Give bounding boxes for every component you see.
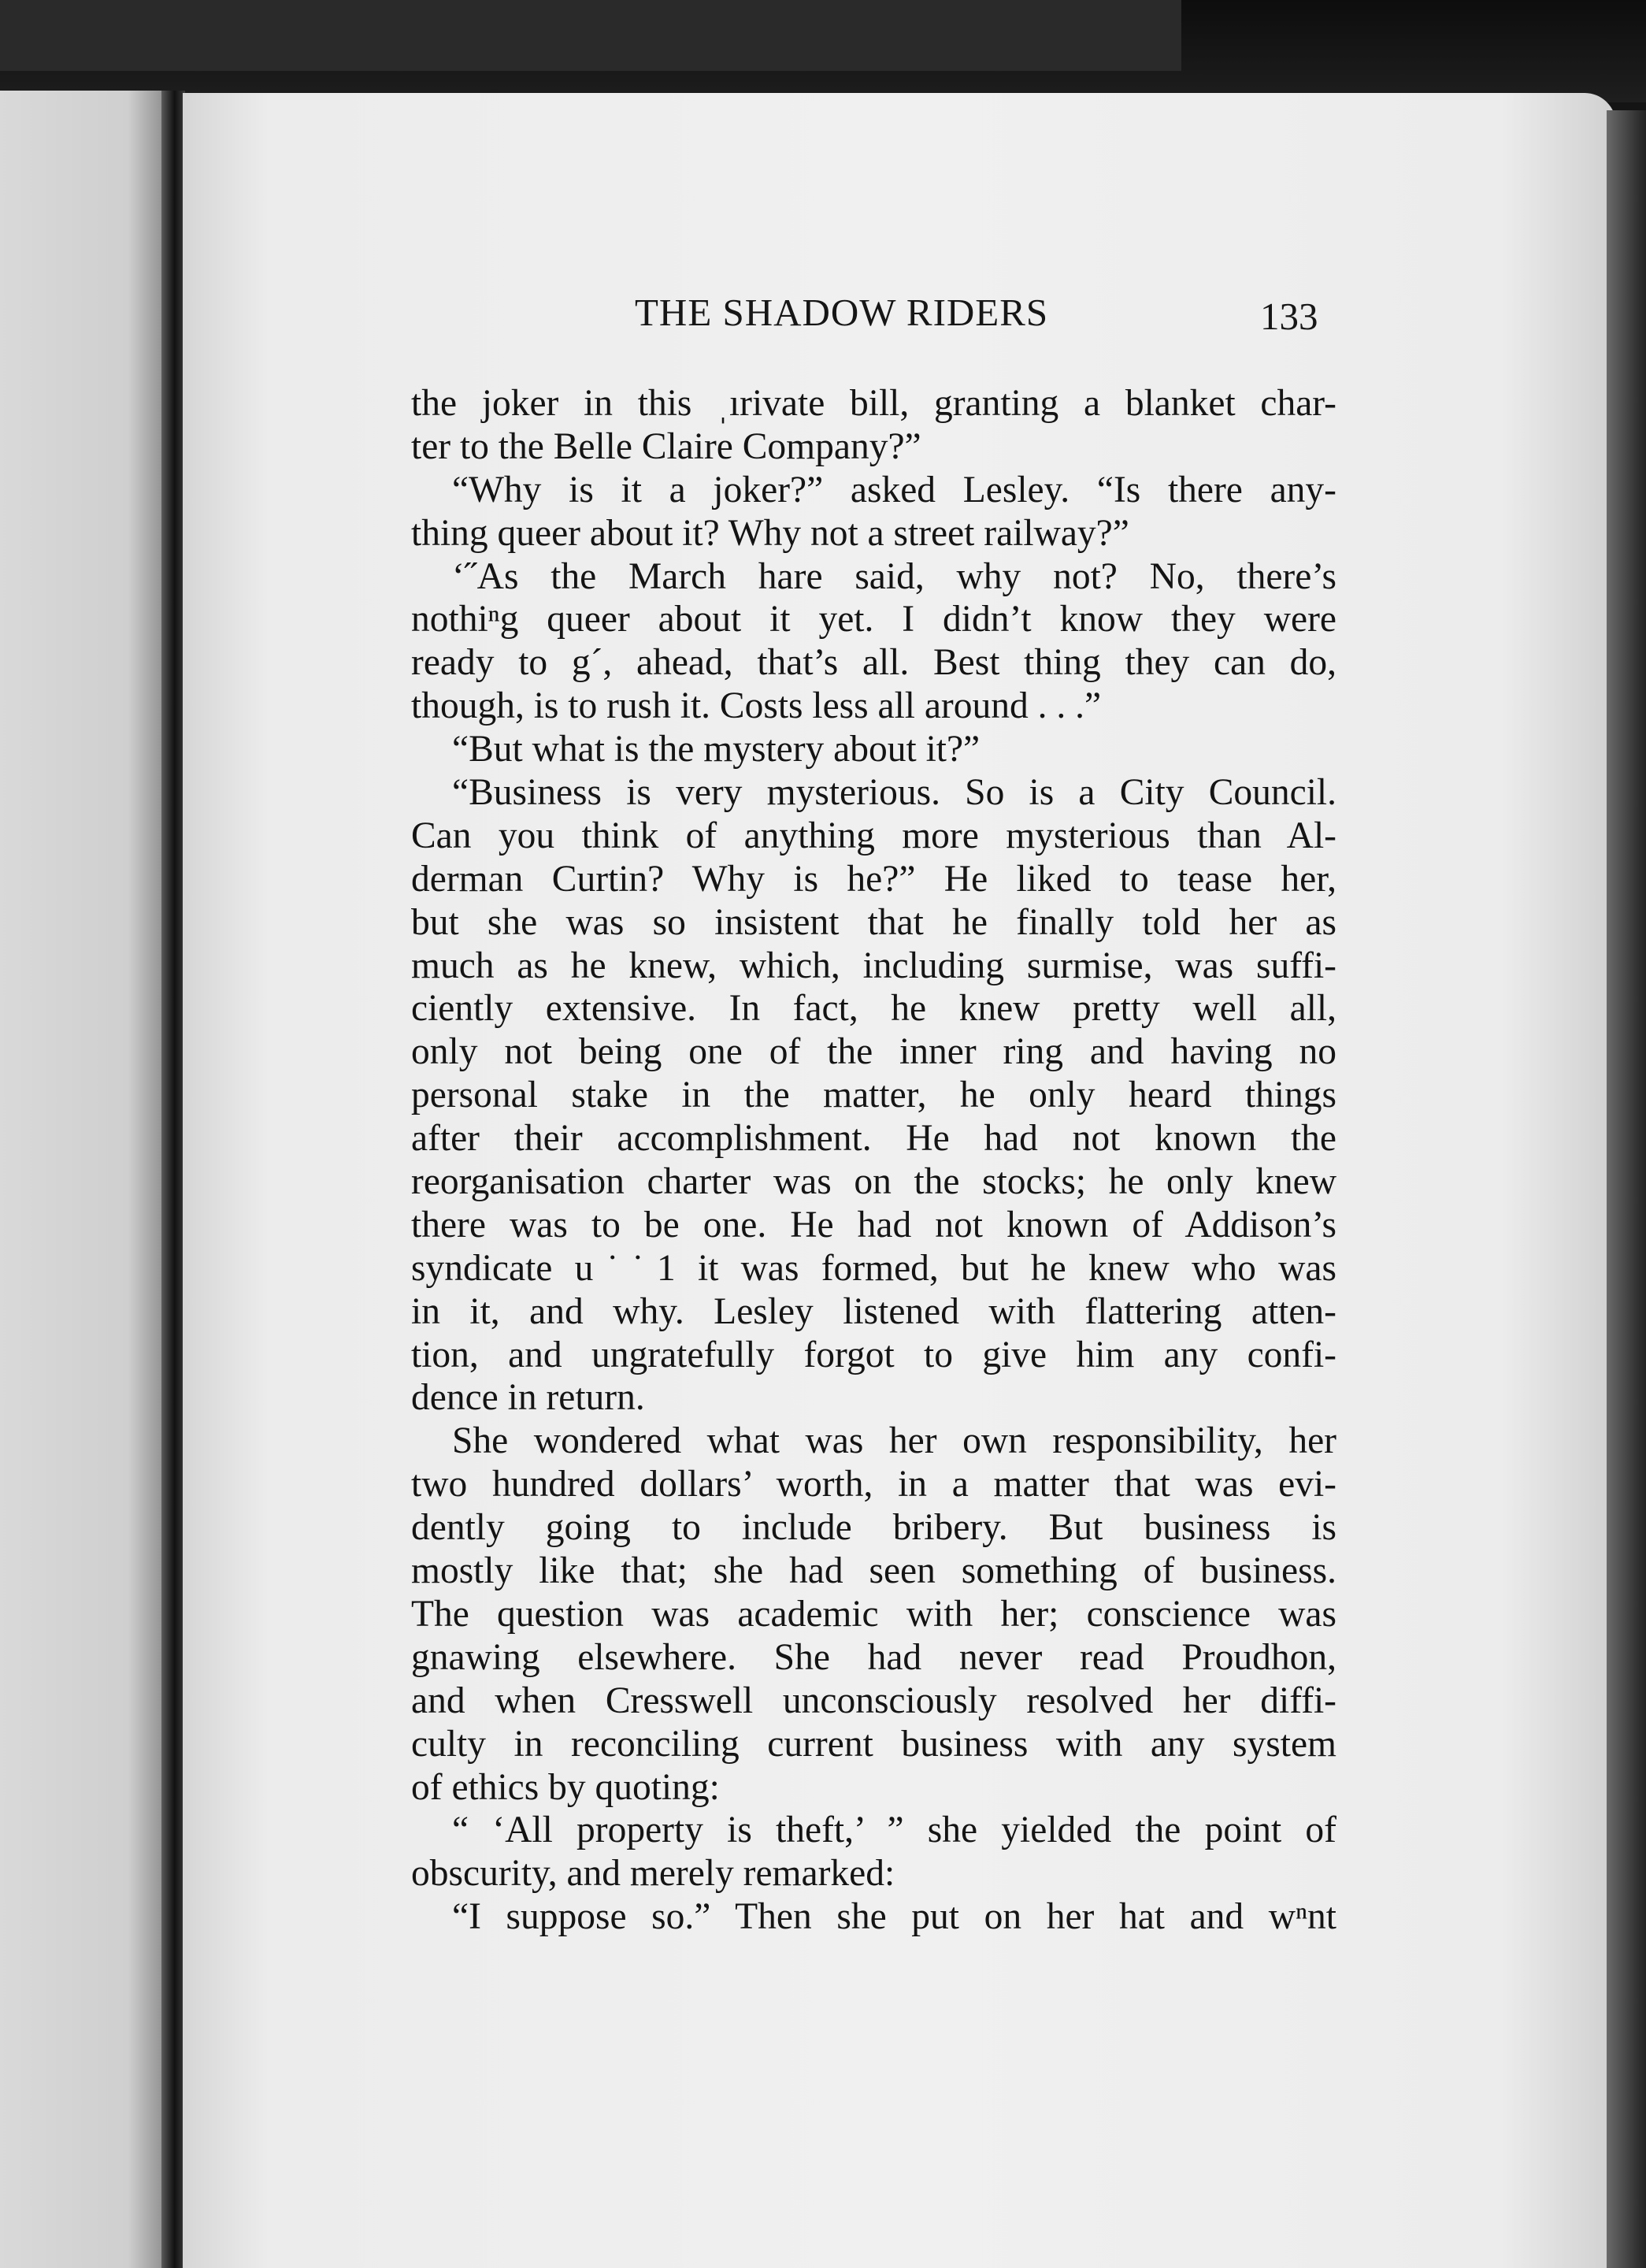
text-line: nothiⁿg queer about it yet. I didn’t know they were	[411, 599, 1336, 640]
text-line: “ ‘All property is theft,’ ” she yielded the point of	[452, 1810, 1336, 1851]
text-line: in it, and why. Lesley listened with flattering atten-	[411, 1290, 1336, 1332]
book-gutter	[161, 91, 185, 2268]
text-line: She wondered what was her own responsibility, her	[452, 1420, 1336, 1462]
text-line: but she was so insistent that he finally told her as	[411, 901, 1336, 943]
text-line: the joker in this ˌırivate bill, granting a blanket char-	[411, 383, 1336, 424]
text-line: there was to be one. He had not known of Addison’s	[411, 1204, 1336, 1245]
text-line: and when Cresswell unconsciously resolved her diffi-	[411, 1680, 1336, 1721]
text-line: ‘˝As the March hare said, why not? No, there’s	[452, 555, 1336, 597]
text-line: Can you think of anything more mysterious than Al-	[411, 815, 1336, 856]
text-line: only not being one of the inner ring and having no	[411, 1031, 1336, 1073]
text-line: much as he knew, which, including surmise, was suffi-	[411, 945, 1336, 986]
text-line: ter to the Belle Claire Company?”	[411, 425, 921, 467]
text-line: “I suppose so.” Then she put on her hat and wⁿnt	[452, 1896, 1336, 1938]
text-line: mostly like that; she had seen something of business.	[411, 1550, 1336, 1592]
text-line: though, is to rush it. Costs less all around . . .”	[411, 685, 1102, 727]
text-line: The question was academic with her; conscience was	[411, 1593, 1336, 1635]
text-line: syndicate u˙˙1 it was formed, but he knew who was	[411, 1247, 1336, 1289]
text-line: derman Curtin? Why is he?” He liked to tease her,	[411, 858, 1336, 900]
text-line: ready to g´, ahead, that’s all. Best thing they can do,	[411, 642, 1336, 684]
text-line: thing queer about it? Why not a street railway?”	[411, 512, 1129, 554]
text-line: reorganisation charter was on the stocks; he only knew	[411, 1161, 1336, 1203]
text-line: “Why is it a joker?” asked Lesley. “Is there any-	[452, 469, 1336, 510]
facing-page-edge	[0, 91, 183, 2268]
text-line: “Business is very mysterious. So is a City Council.	[452, 772, 1336, 814]
text-line: dently going to include bribery. But business is	[411, 1507, 1336, 1549]
text-line: “But what is the mystery about it?”	[452, 729, 981, 770]
text-line: of ethics by quoting:	[411, 1766, 720, 1808]
text-line: two hundred dollars’ worth, in a matter that was evi-	[411, 1464, 1336, 1505]
text-line: personal stake in the matter, he only heard things	[411, 1075, 1336, 1116]
text-line: obscurity, and merely remarked:	[411, 1853, 895, 1895]
body-text	[411, 382, 1336, 1939]
page-number: 133	[1260, 295, 1318, 338]
text-line: culty in reconciling current business with any system	[411, 1723, 1336, 1765]
page-fore-edge	[1607, 110, 1646, 2268]
text-line: dence in return.	[411, 1377, 645, 1419]
running-head: THE SHADOW RIDERS	[635, 291, 1049, 334]
text-line: after their accomplishment. He had not known the	[411, 1118, 1336, 1160]
text-line: ciently extensive. In fact, he knew pretty well all,	[411, 988, 1336, 1030]
scanner-background-light	[0, 0, 1181, 71]
text-line: gnawing elsewhere. She had never read Proudhon,	[411, 1636, 1336, 1678]
text-line: tion, and ungratefully forgot to give him any confi-	[411, 1334, 1336, 1375]
